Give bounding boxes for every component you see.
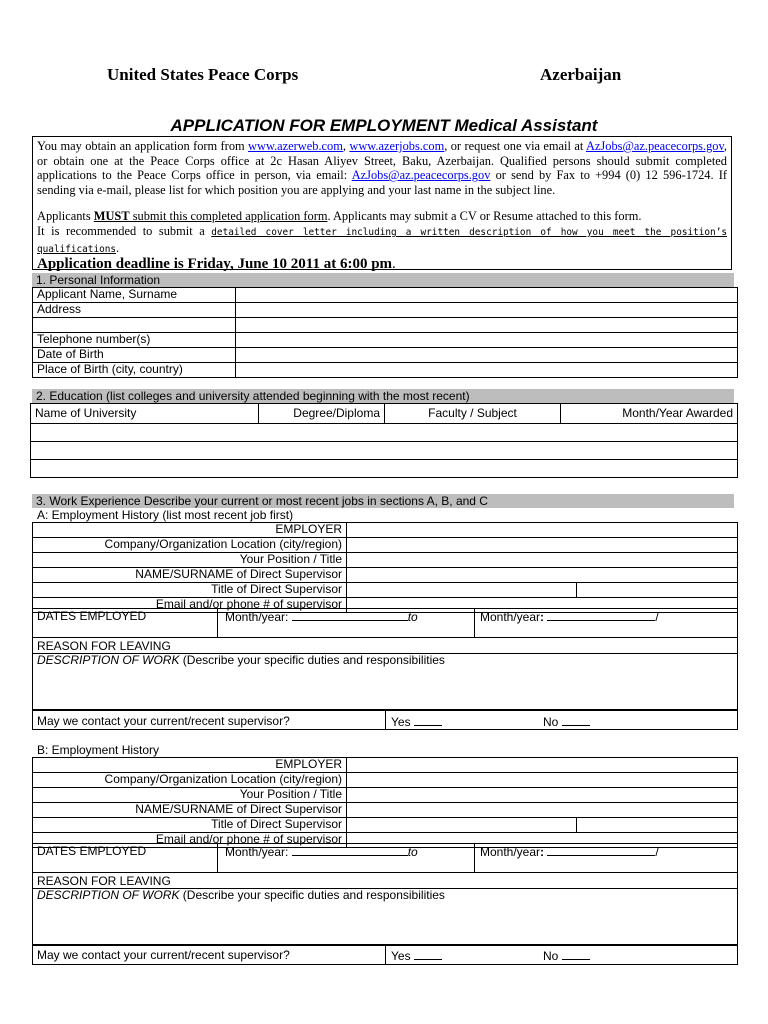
reason-label: REASON FOR LEAVING — [37, 874, 171, 888]
dates-employed-label: DATES EMPLOYED — [37, 609, 147, 623]
field-label — [33, 318, 236, 333]
yes-option[interactable] — [391, 948, 442, 963]
deadline-text: Application deadline is Friday, June 10 2011 at 6:00 pm — [37, 256, 393, 273]
intro-underlined: submit this completed application form — [129, 209, 328, 224]
description-italic: DESCRIPTION OF WORK — [37, 888, 180, 902]
deadline-dot: . — [392, 256, 396, 273]
must-text: MUST — [93, 209, 130, 224]
table-row — [33, 538, 738, 553]
intro-text: It is recommended to submit a — [37, 223, 212, 238]
field-label: Date of Birth — [33, 348, 236, 363]
table-row — [31, 442, 738, 460]
table-row — [33, 318, 738, 333]
employment-a-title: A: Employment History (list most recent job first) — [37, 508, 294, 522]
table-row — [31, 460, 738, 478]
table-row — [33, 773, 738, 788]
table-row — [33, 758, 738, 773]
intro-text: , or obtain one at the Peace Corps office at 2c Hasan Aliyev Street, Baku, Azerbaijan. Qualified persons should submit completed applications to the Peace Corps office in person, via email: — [37, 139, 727, 183]
supervisor-title-field[interactable] — [347, 818, 577, 833]
pob-field[interactable] — [236, 363, 738, 378]
position-field[interactable] — [347, 553, 738, 568]
azerjobs-link[interactable]: www.azerjobs.com — [349, 139, 445, 153]
no-blank — [562, 948, 590, 960]
table-row — [33, 818, 738, 833]
personal-info-table — [32, 287, 738, 378]
intro-text: Applicants — [37, 209, 94, 224]
column-header: Faculty / Subject — [385, 404, 561, 424]
yes-blank — [414, 948, 442, 960]
table-row — [33, 583, 738, 598]
start-date-field[interactable] — [225, 609, 418, 624]
supervisor-title-field-2[interactable] — [577, 583, 738, 598]
end-date-field[interactable] — [480, 609, 659, 624]
employment-a-table — [32, 522, 738, 613]
location-field[interactable] — [347, 538, 738, 553]
intro-text: You may obtain an application form from — [37, 139, 249, 153]
reason-label: REASON FOR LEAVING — [37, 639, 171, 653]
description-rest: (Describe your specific duties and responsibilities — [179, 888, 445, 902]
table-row — [33, 333, 738, 348]
field-label: Email and/or phone # of supervisor — [33, 833, 347, 848]
email-link-2[interactable]: AzJobs@az.peacecorps.gov — [351, 168, 491, 183]
yes-label: Yes — [391, 715, 411, 729]
table-row — [33, 553, 738, 568]
slash: / — [655, 610, 659, 624]
field-label: NAME/SURNAME of Direct Supervisor — [33, 568, 347, 583]
name-field[interactable] — [236, 288, 738, 303]
to-label: to — [407, 845, 418, 859]
education-heading: 2. Education (list colleges and university attended beginning with the most recent) — [32, 389, 734, 403]
month-year-label: Month/year — [480, 610, 541, 624]
start-date-blank — [292, 844, 408, 856]
field-label: Your Position / Title — [33, 788, 347, 803]
table-row — [33, 288, 738, 303]
divider — [385, 710, 386, 730]
table-row — [31, 424, 738, 442]
table-row — [33, 348, 738, 363]
month-year-label: Month/year: — [225, 845, 289, 859]
column-header: Degree/Diploma — [259, 404, 385, 424]
instructions-box — [32, 136, 732, 273]
table-row — [33, 803, 738, 818]
education-entry[interactable] — [31, 442, 738, 460]
no-blank — [562, 714, 590, 726]
field-label: Place of Birth (city, country) — [33, 363, 236, 378]
field-label: EMPLOYER — [33, 523, 347, 538]
employer-field[interactable] — [347, 523, 738, 538]
divider — [474, 608, 475, 638]
intro-text: . Applicants may submit a CV or Resume attached to this form. — [327, 209, 642, 224]
employer-field[interactable] — [347, 758, 738, 773]
email-link[interactable]: AzJobs@az.peacecorps.gov — [585, 139, 724, 153]
description-label — [37, 653, 445, 667]
divider — [385, 945, 386, 965]
location-field[interactable] — [347, 773, 738, 788]
supervisor-title-field-2[interactable] — [577, 818, 738, 833]
divider — [217, 608, 218, 638]
work-heading: 3. Work Experience Describe your current or most recent jobs in sections A, B, and C — [32, 494, 734, 508]
form-title: APPLICATION FOR EMPLOYMENT Medical Assistant — [170, 116, 598, 135]
dates-employed-label: DATES EMPLOYED — [37, 844, 147, 858]
to-label: to — [407, 610, 418, 624]
slash: / — [655, 845, 659, 859]
table-row — [33, 568, 738, 583]
divider — [474, 843, 475, 873]
no-label: No — [543, 949, 559, 963]
supervisor-name-field[interactable] — [347, 568, 738, 583]
position-field[interactable] — [347, 788, 738, 803]
no-option[interactable] — [543, 948, 590, 963]
description-italic: DESCRIPTION OF WORK — [37, 653, 180, 667]
field-label: Address — [33, 303, 236, 318]
education-table — [30, 403, 738, 478]
table-row — [31, 404, 738, 424]
column-header: Name of University — [31, 404, 259, 424]
table-row — [33, 303, 738, 318]
table-row — [33, 788, 738, 803]
education-entry[interactable] — [31, 424, 738, 442]
no-option[interactable] — [543, 714, 590, 729]
field-label: Company/Organization Location (city/region) — [33, 773, 347, 788]
start-date-blank — [292, 609, 408, 621]
field-label: Applicant Name, Surname — [33, 288, 236, 303]
end-date-field[interactable] — [480, 844, 659, 859]
column-header: Month/Year Awarded — [561, 404, 738, 424]
divider — [217, 843, 218, 873]
dob-field[interactable] — [236, 348, 738, 363]
contact-question: May we contact your current/recent supervisor? — [37, 948, 290, 962]
field-label: Telephone number(s) — [33, 333, 236, 348]
yes-option[interactable] — [391, 714, 442, 729]
personal-info-heading: 1. Personal Information — [32, 273, 734, 287]
field-label: EMPLOYER — [33, 758, 347, 773]
start-date-field[interactable] — [225, 844, 418, 859]
supervisor-name-field[interactable] — [347, 803, 738, 818]
intro-text: or send by Fax to +994 (0) 12 596-1724. If sending via e-mail, please list for which position you are applying and your last name in the subject line. — [37, 168, 727, 197]
month-year-label: Month/year: — [225, 610, 289, 624]
supervisor-title-field[interactable] — [347, 583, 577, 598]
month-year-label: Month/year — [480, 845, 541, 859]
field-label: Company/Organization Location (city/region) — [33, 538, 347, 553]
yes-blank — [414, 714, 442, 726]
colon: : — [540, 610, 545, 624]
azerweb-link[interactable]: www.azerweb.com — [248, 139, 343, 153]
no-label: No — [543, 715, 559, 729]
description-rest: (Describe your specific duties and responsibilities — [179, 653, 445, 667]
address-field-2[interactable] — [236, 318, 738, 333]
yes-label: Yes — [391, 949, 411, 963]
table-row — [33, 363, 738, 378]
field-label: NAME/SURNAME of Direct Supervisor — [33, 803, 347, 818]
colon: : — [540, 845, 545, 859]
field-label: Title of Direct Supervisor — [33, 818, 347, 833]
cover-letter-note: detailed cover letter including a written description of how you meet the position’s qualifications — [37, 226, 727, 255]
org-name: United States Peace Corps — [107, 65, 299, 84]
contact-question: May we contact your current/recent supervisor? — [37, 714, 290, 728]
description-label — [37, 888, 445, 902]
end-date-blank — [547, 844, 655, 856]
address-field[interactable] — [236, 303, 738, 318]
intro-text: . — [116, 240, 120, 255]
country-name: Azerbaijan — [540, 65, 622, 84]
table-row — [33, 523, 738, 538]
employment-b-title: B: Employment History — [37, 743, 160, 757]
field-label: Your Position / Title — [33, 553, 347, 568]
field-label: Title of Direct Supervisor — [33, 583, 347, 598]
intro-text: , or request one via email at — [444, 139, 586, 153]
end-date-blank — [547, 609, 655, 621]
intro-text: , — [342, 139, 350, 153]
education-entry[interactable] — [31, 460, 738, 478]
field-label: Email and/or phone # of supervisor — [33, 598, 347, 613]
phone-field[interactable] — [236, 333, 738, 348]
employment-b-table — [32, 757, 738, 848]
